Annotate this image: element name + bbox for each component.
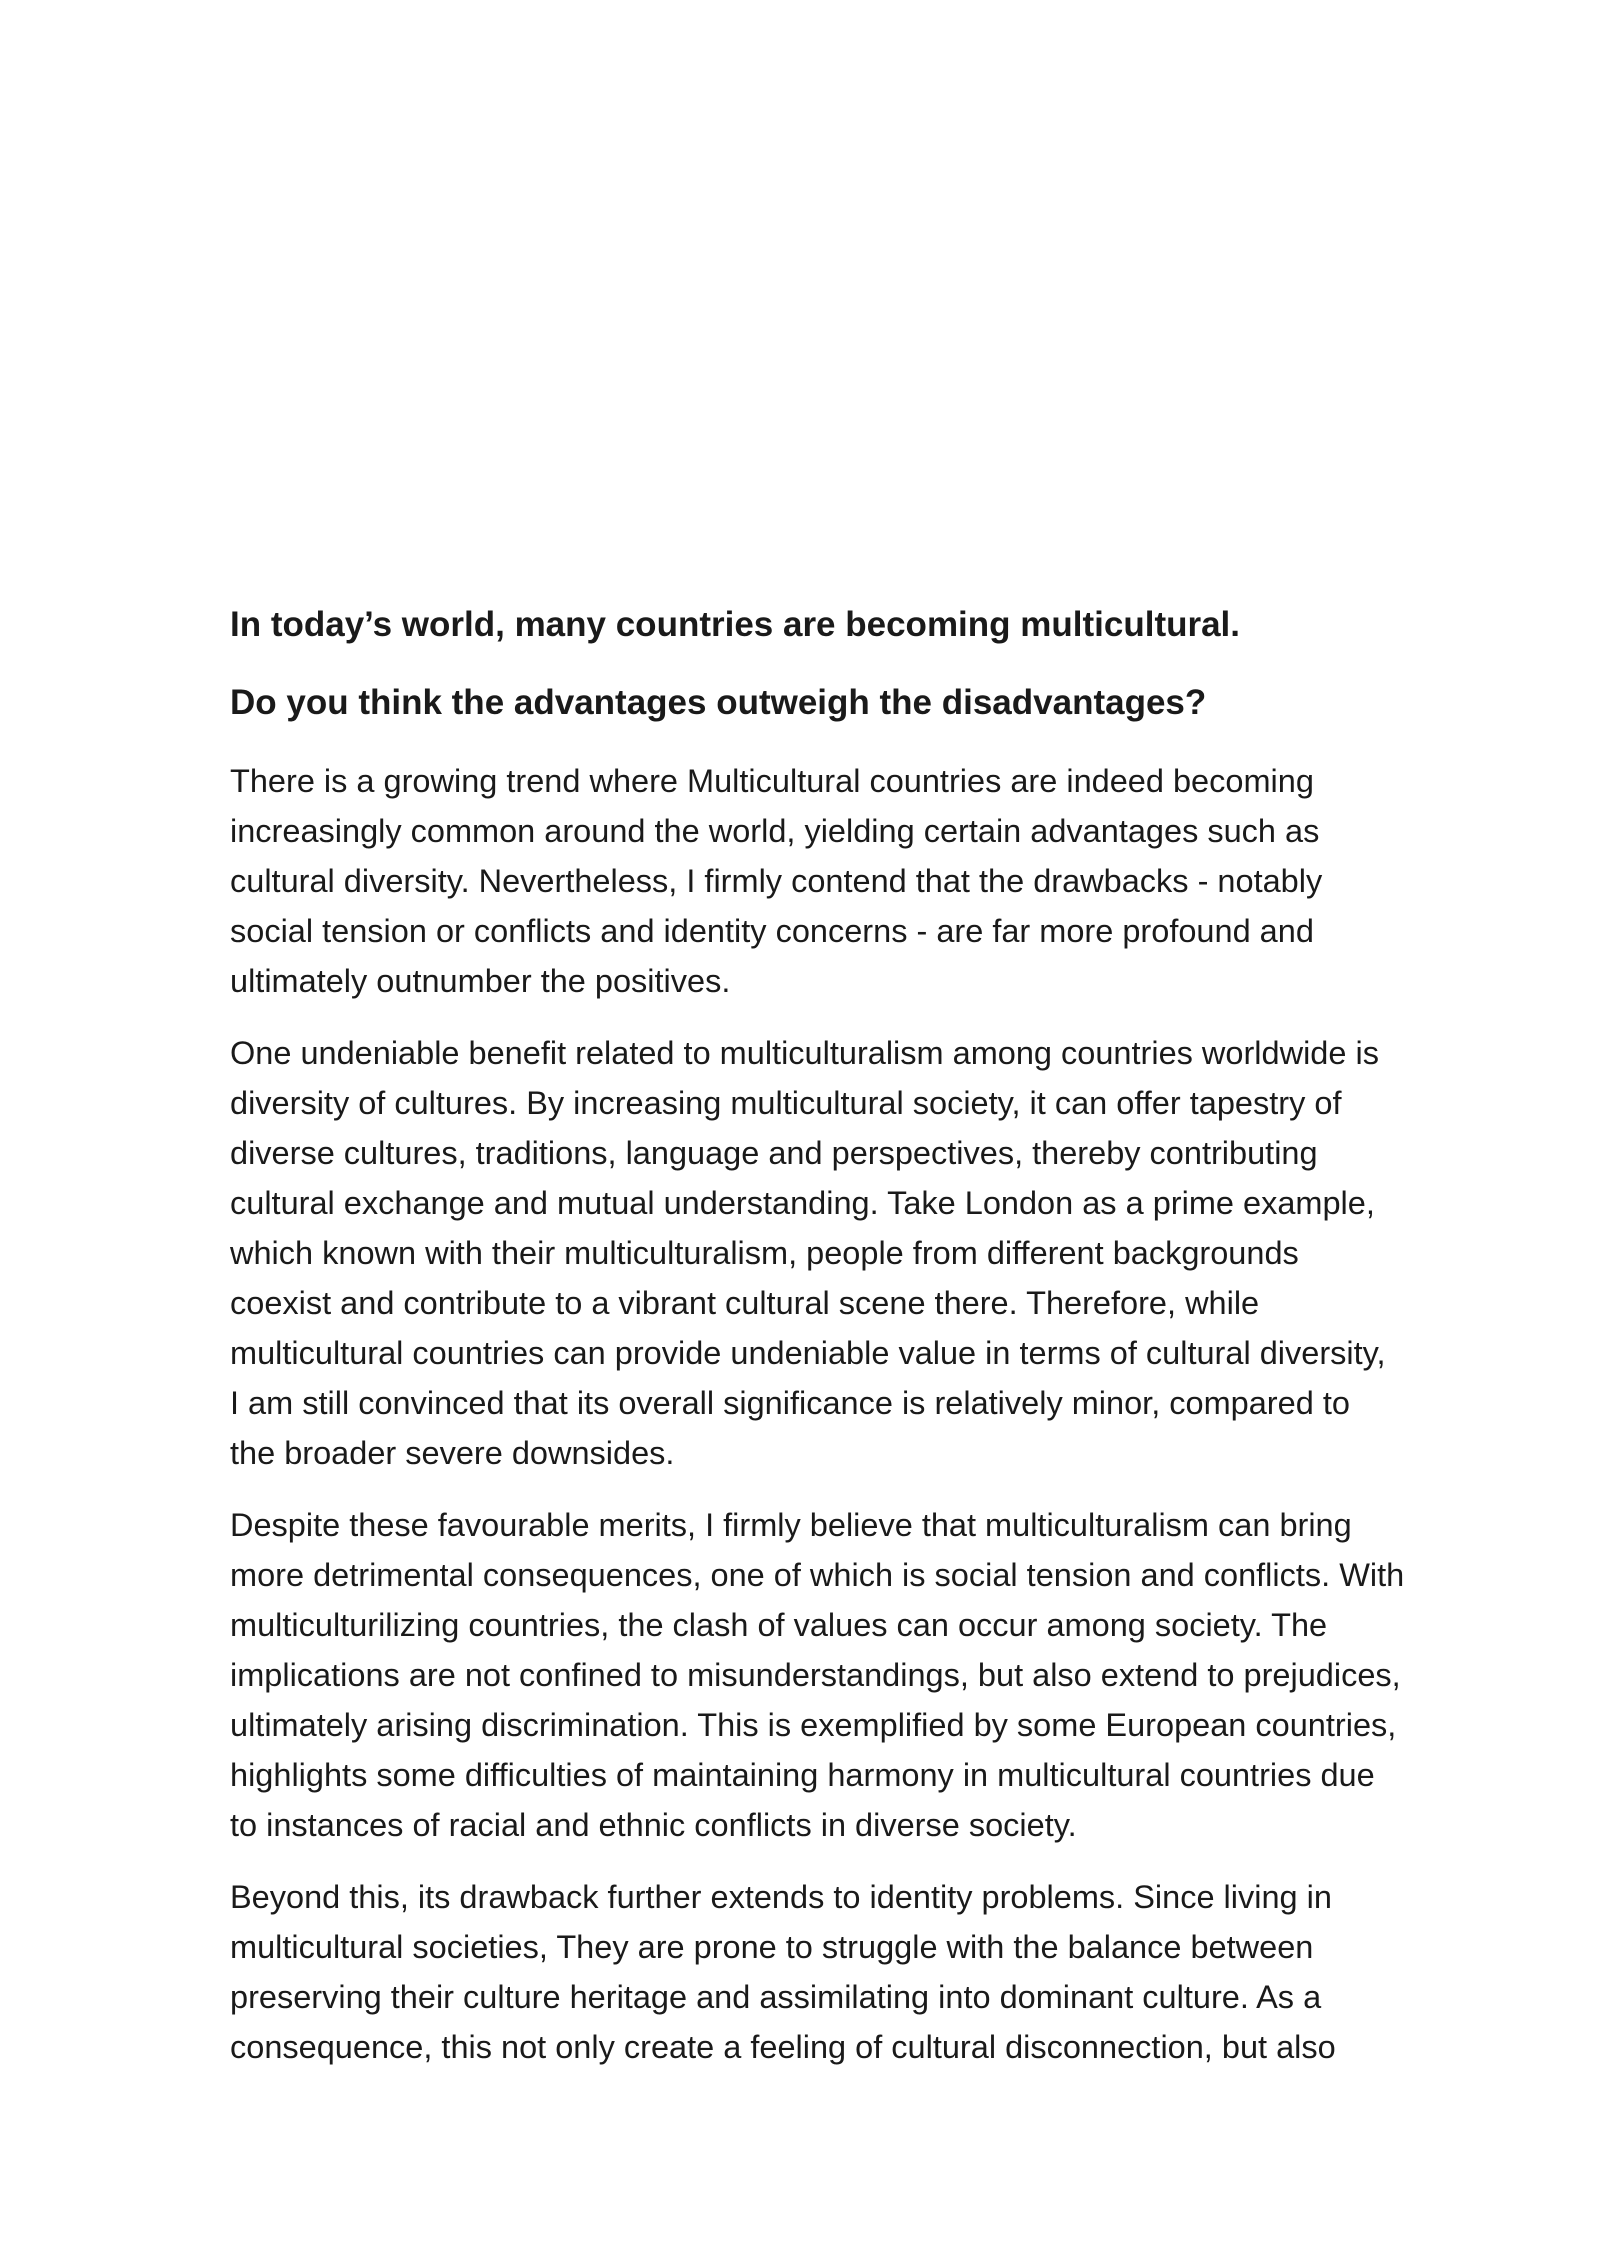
- text-line: increasingly common around the world, yielding certain advantages such as: [230, 813, 1320, 849]
- text-line: multiculturilizing countries, the clash of values can occur among society. The: [230, 1607, 1328, 1643]
- text-line: diverse cultures, traditions, language and perspectives, thereby contributing: [230, 1135, 1318, 1171]
- text-line: Despite these favourable merits, I firmly believe that multiculturalism can bring: [230, 1507, 1352, 1543]
- text-line: ultimately outnumber the positives.: [230, 963, 731, 999]
- text-line: cultural exchange and mutual understanding. Take London as a prime example,: [230, 1185, 1375, 1221]
- text-line: the broader severe downsides.: [230, 1435, 675, 1471]
- paragraph-benefit: [230, 1028, 1500, 1478]
- text-line: implications are not confined to misunderstandings, but also extend to prejudices,: [230, 1657, 1401, 1693]
- text-line: I am still convinced that its overall significance is relatively minor, compared to: [230, 1385, 1350, 1421]
- text-line: There is a growing trend where Multicultural countries are indeed becoming: [230, 763, 1314, 799]
- text-line: coexist and contribute to a vibrant cultural scene there. Therefore, while: [230, 1285, 1260, 1321]
- text-line: cultural diversity. Nevertheless, I firmly contend that the drawbacks - notably: [230, 863, 1323, 899]
- text-line: which known with their multiculturalism, people from different backgrounds: [230, 1235, 1299, 1271]
- text-line: multicultural societies, They are prone to struggle with the balance between: [230, 1929, 1314, 1965]
- paragraph-introduction: [230, 756, 1500, 1006]
- paragraph-social-tension: [230, 1500, 1500, 1850]
- text-line: to instances of racial and ethnic conflicts in diverse society.: [230, 1807, 1077, 1843]
- text-line: preserving their culture heritage and assimilating into dominant culture. As a: [230, 1979, 1322, 2015]
- essay-body: [230, 600, 1500, 2094]
- text-line: more detrimental consequences, one of which is social tension and conflicts. With: [230, 1557, 1405, 1593]
- essay-title-line-2: Do you think the advantages outweigh the disadvantages?: [230, 683, 1207, 722]
- text-line: social tension or conflicts and identity concerns - are far more profound and: [230, 913, 1314, 949]
- text-line: highlights some difficulties of maintaining harmony in multicultural countries due: [230, 1757, 1375, 1793]
- essay-title-line-1: In today’s world, many countries are becoming multicultural.: [230, 605, 1241, 644]
- text-line: consequence, this not only create a feeling of cultural disconnection, but also: [230, 2029, 1336, 2065]
- text-line: diversity of cultures. By increasing multicultural society, it can offer tapestry of: [230, 1085, 1342, 1121]
- text-line: ultimately arising discrimination. This is exemplified by some European countries,: [230, 1707, 1397, 1743]
- paragraph-identity: [230, 1872, 1500, 2072]
- text-line: multicultural countries can provide undeniable value in terms of cultural diversity,: [230, 1335, 1386, 1371]
- text-line: Beyond this, its drawback further extends to identity problems. Since living in: [230, 1879, 1332, 1915]
- text-line: One undeniable benefit related to multiculturalism among countries worldwide is: [230, 1035, 1379, 1071]
